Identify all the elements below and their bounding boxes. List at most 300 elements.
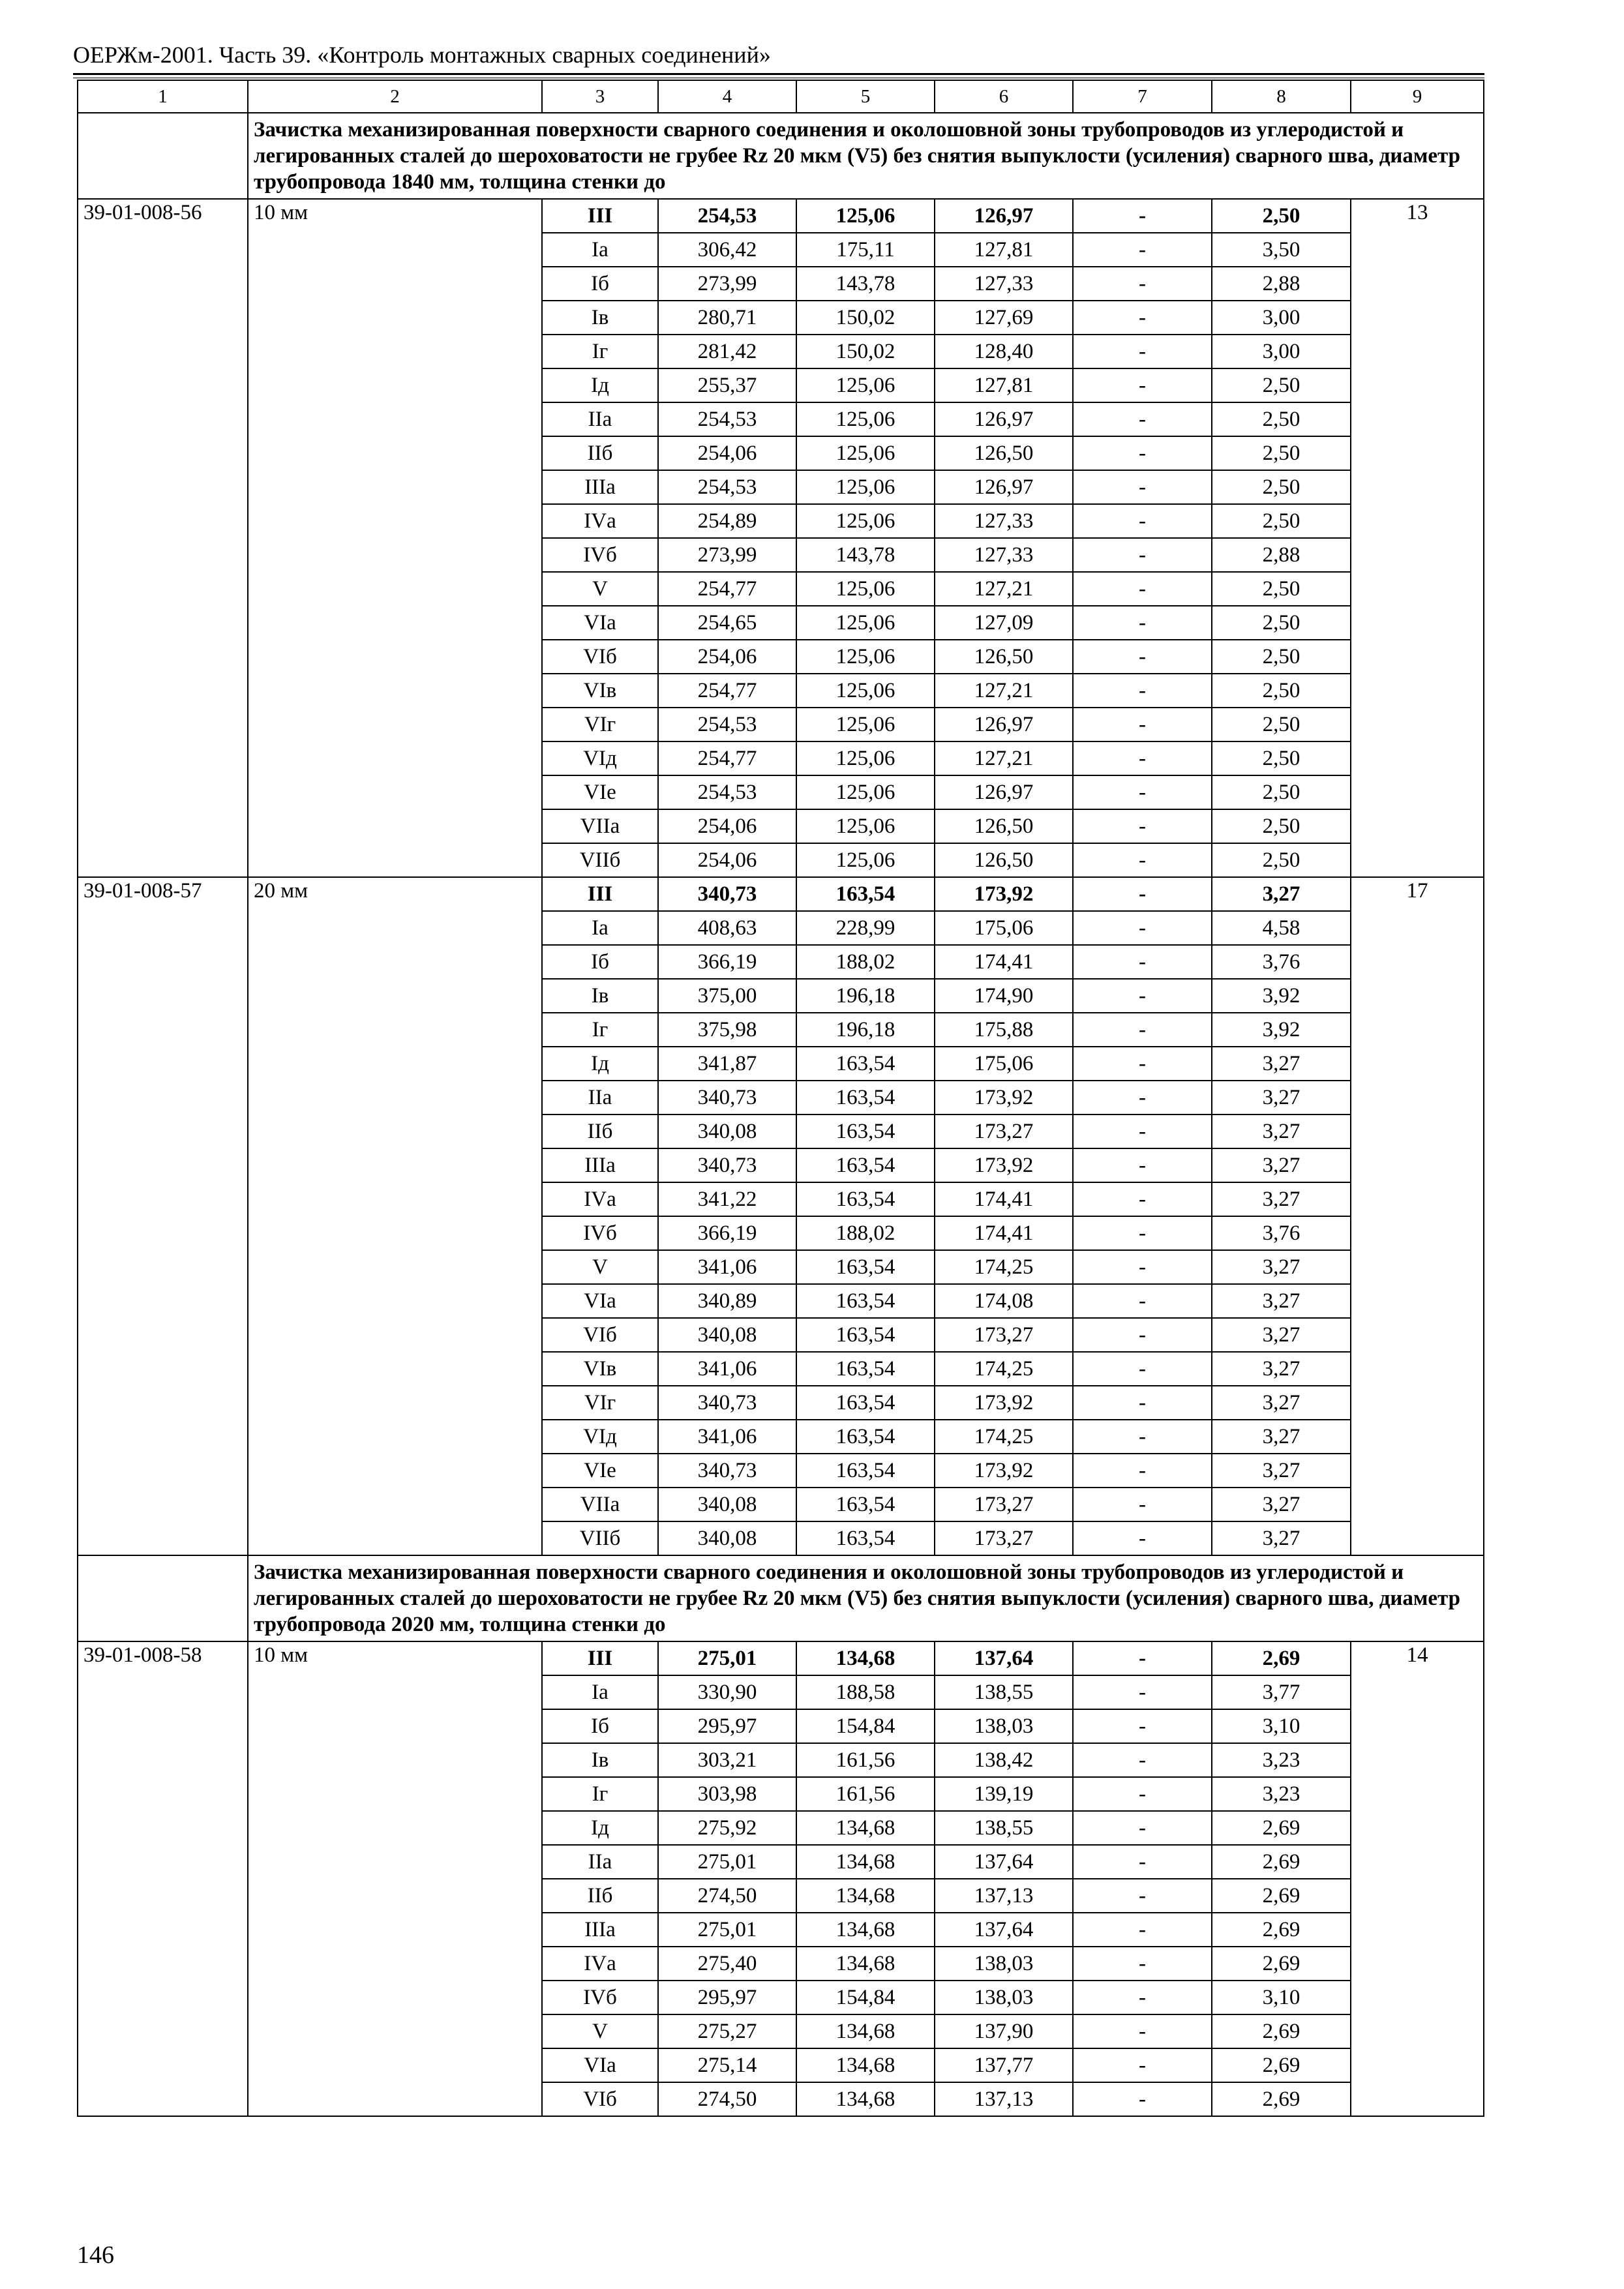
value-col6: 137,13 — [935, 1879, 1073, 1913]
value-col4: 340,08 — [658, 1488, 796, 1521]
value-col8: 2,50 — [1212, 199, 1351, 233]
region-code: III — [542, 877, 658, 911]
value-col7: - — [1073, 1641, 1212, 1675]
value-col7: - — [1073, 1879, 1212, 1913]
value-col7: - — [1073, 606, 1212, 640]
value-col7: - — [1073, 1386, 1212, 1420]
value-col5: 125,06 — [796, 809, 935, 843]
value-col8: 3,23 — [1212, 1743, 1351, 1777]
value-col6: 173,92 — [935, 1454, 1073, 1488]
region-code: V — [542, 572, 658, 606]
value-col6: 127,21 — [935, 572, 1073, 606]
table-body — [78, 80, 1484, 2116]
value-col6: 127,81 — [935, 233, 1073, 267]
page-number: 146 — [77, 2241, 114, 2269]
value-col4: 340,08 — [658, 1115, 796, 1148]
region-code: VIIб — [542, 843, 658, 877]
value-col8: 2,69 — [1212, 1641, 1351, 1675]
value-col8: 3,00 — [1212, 301, 1351, 335]
value-col4: 254,06 — [658, 640, 796, 674]
column-number: 1 — [78, 80, 248, 113]
region-code: IIIа — [542, 470, 658, 504]
value-col8: 2,50 — [1212, 674, 1351, 708]
value-col5: 163,54 — [796, 1488, 935, 1521]
value-col8: 2,50 — [1212, 809, 1351, 843]
value-col8: 2,69 — [1212, 2014, 1351, 2048]
value-col8: 3,27 — [1212, 1318, 1351, 1352]
region-code: VIа — [542, 606, 658, 640]
value-col4: 340,89 — [658, 1284, 796, 1318]
region-code: VIIа — [542, 1488, 658, 1521]
value-col8: 2,69 — [1212, 1947, 1351, 1981]
value-col4: 254,65 — [658, 606, 796, 640]
value-col4: 255,37 — [658, 368, 796, 402]
region-code: IIб — [542, 1115, 658, 1148]
value-col8: 2,50 — [1212, 504, 1351, 538]
region-code: VIIб — [542, 1521, 658, 1555]
value-col6: 126,50 — [935, 436, 1073, 470]
wall-thickness: 10 мм — [248, 199, 542, 877]
value-col5: 154,84 — [796, 1709, 935, 1743]
value-col5: 150,02 — [796, 301, 935, 335]
value-col5: 125,06 — [796, 199, 935, 233]
value-col7: - — [1073, 301, 1212, 335]
value-col6: 127,21 — [935, 674, 1073, 708]
value-col7: - — [1073, 267, 1212, 301]
value-col8: 3,92 — [1212, 979, 1351, 1013]
value-col6: 175,06 — [935, 911, 1073, 945]
value-col7: - — [1073, 1675, 1212, 1709]
value-col5: 134,68 — [796, 1913, 935, 1947]
value-col7: - — [1073, 741, 1212, 775]
value-col8: 3,27 — [1212, 1386, 1351, 1420]
region-code: Iа — [542, 233, 658, 267]
region-code: Iд — [542, 368, 658, 402]
value-col8: 2,50 — [1212, 640, 1351, 674]
value-col8: 3,76 — [1212, 945, 1351, 979]
region-code: Iб — [542, 1709, 658, 1743]
value-col7: - — [1073, 470, 1212, 504]
value-col4: 366,19 — [658, 1216, 796, 1250]
value-col6: 174,90 — [935, 979, 1073, 1013]
value-col6: 137,64 — [935, 1641, 1073, 1675]
value-col6: 127,69 — [935, 301, 1073, 335]
region-code: IVб — [542, 1216, 658, 1250]
value-col8: 2,50 — [1212, 775, 1351, 809]
value-col7: - — [1073, 640, 1212, 674]
value-col7: - — [1073, 402, 1212, 436]
value-col8: 3,76 — [1212, 1216, 1351, 1250]
value-col6: 174,41 — [935, 1182, 1073, 1216]
value-col8: 2,69 — [1212, 1879, 1351, 1913]
value-col7: - — [1073, 1811, 1212, 1845]
value-col5: 163,54 — [796, 1352, 935, 1386]
value-col7: - — [1073, 1777, 1212, 1811]
value-col8: 2,69 — [1212, 1913, 1351, 1947]
value-col8: 3,50 — [1212, 233, 1351, 267]
value-col4: 303,98 — [658, 1777, 796, 1811]
rate-code: 39-01-008-57 — [78, 877, 248, 1555]
region-code: VIг — [542, 1386, 658, 1420]
value-col6: 174,08 — [935, 1284, 1073, 1318]
value-col6: 173,92 — [935, 877, 1073, 911]
column-number: 6 — [935, 80, 1073, 113]
section-header-row — [78, 113, 1484, 199]
region-code: VIв — [542, 674, 658, 708]
region-code: IIа — [542, 402, 658, 436]
column-number: 3 — [542, 80, 658, 113]
value-col6: 173,92 — [935, 1148, 1073, 1182]
value-col7: - — [1073, 945, 1212, 979]
value-col4: 275,92 — [658, 1811, 796, 1845]
region-code: IIIа — [542, 1913, 658, 1947]
table-row — [78, 1641, 1484, 1675]
value-col7: - — [1073, 538, 1212, 572]
value-col7: - — [1073, 1081, 1212, 1115]
value-col5: 163,54 — [796, 1081, 935, 1115]
value-col6: 126,50 — [935, 640, 1073, 674]
value-col5: 196,18 — [796, 979, 935, 1013]
value-col7: - — [1073, 1013, 1212, 1047]
value-col5: 163,54 — [796, 1047, 935, 1081]
value-col4: 340,73 — [658, 877, 796, 911]
value-col5: 228,99 — [796, 911, 935, 945]
value-col6: 139,19 — [935, 1777, 1073, 1811]
region-code: VIIа — [542, 809, 658, 843]
section-header-spacer — [78, 1555, 248, 1641]
value-col8: 2,50 — [1212, 606, 1351, 640]
value-col5: 125,06 — [796, 402, 935, 436]
region-code: VIб — [542, 2082, 658, 2116]
value-col4: 274,50 — [658, 2082, 796, 2116]
value-col7: - — [1073, 911, 1212, 945]
region-code: VIб — [542, 640, 658, 674]
value-col6: 138,42 — [935, 1743, 1073, 1777]
column-number: 5 — [796, 80, 935, 113]
table-row — [78, 877, 1484, 911]
wall-thickness: 10 мм — [248, 1641, 542, 2116]
value-col4: 254,77 — [658, 674, 796, 708]
value-col5: 125,06 — [796, 368, 935, 402]
value-col7: - — [1073, 1743, 1212, 1777]
value-col5: 134,68 — [796, 2082, 935, 2116]
value-col6: 174,25 — [935, 1420, 1073, 1454]
value-col8: 3,00 — [1212, 335, 1351, 368]
value-col4: 254,06 — [658, 436, 796, 470]
value-col4: 275,40 — [658, 1947, 796, 1981]
value-col7: - — [1073, 368, 1212, 402]
region-code: IIIа — [542, 1148, 658, 1182]
value-col5: 163,54 — [796, 1454, 935, 1488]
value-col7: - — [1073, 436, 1212, 470]
value-col6: 173,27 — [935, 1318, 1073, 1352]
value-col4: 306,42 — [658, 233, 796, 267]
value-col8: 2,69 — [1212, 1845, 1351, 1879]
value-col4: 274,50 — [658, 1879, 796, 1913]
value-col7: - — [1073, 1521, 1212, 1555]
value-col4: 281,42 — [658, 335, 796, 368]
value-col8: 2,50 — [1212, 368, 1351, 402]
value-col5: 125,06 — [796, 436, 935, 470]
region-code: Iд — [542, 1047, 658, 1081]
value-col7: - — [1073, 1420, 1212, 1454]
value-col7: - — [1073, 1284, 1212, 1318]
value-col6: 137,64 — [935, 1913, 1073, 1947]
value-col5: 163,54 — [796, 1182, 935, 1216]
value-col4: 341,87 — [658, 1047, 796, 1081]
value-col4: 280,71 — [658, 301, 796, 335]
value-col4: 273,99 — [658, 538, 796, 572]
value-col6: 138,03 — [935, 1709, 1073, 1743]
value-col6: 127,21 — [935, 741, 1073, 775]
value-col8: 3,23 — [1212, 1777, 1351, 1811]
value-col4: 408,63 — [658, 911, 796, 945]
rate-code: 39-01-008-56 — [78, 199, 248, 877]
value-col8: 3,92 — [1212, 1013, 1351, 1047]
value-col8: 2,50 — [1212, 470, 1351, 504]
value-col6: 128,40 — [935, 335, 1073, 368]
value-col8: 3,27 — [1212, 1284, 1351, 1318]
region-code: Iб — [542, 945, 658, 979]
value-col8: 2,88 — [1212, 267, 1351, 301]
column9-value: 13 — [1351, 199, 1484, 877]
value-col8: 3,27 — [1212, 1521, 1351, 1555]
value-col4: 254,89 — [658, 504, 796, 538]
value-col5: 150,02 — [796, 335, 935, 368]
value-col5: 125,06 — [796, 504, 935, 538]
value-col6: 137,13 — [935, 2082, 1073, 2116]
value-col7: - — [1073, 1115, 1212, 1148]
value-col7: - — [1073, 1182, 1212, 1216]
region-code: Iб — [542, 267, 658, 301]
region-code: IIа — [542, 1845, 658, 1879]
value-col4: 254,06 — [658, 843, 796, 877]
value-col8: 3,27 — [1212, 1115, 1351, 1148]
region-code: IIа — [542, 1081, 658, 1115]
value-col5: 125,06 — [796, 708, 935, 741]
value-col5: 188,02 — [796, 1216, 935, 1250]
region-code: VIд — [542, 741, 658, 775]
value-col5: 125,06 — [796, 640, 935, 674]
value-col6: 126,97 — [935, 402, 1073, 436]
region-code: IVа — [542, 504, 658, 538]
value-col6: 175,06 — [935, 1047, 1073, 1081]
value-col8: 2,50 — [1212, 572, 1351, 606]
value-col7: - — [1073, 335, 1212, 368]
value-col6: 173,92 — [935, 1081, 1073, 1115]
region-code: VIа — [542, 1284, 658, 1318]
value-col4: 254,06 — [658, 809, 796, 843]
value-col5: 161,56 — [796, 1777, 935, 1811]
value-col7: - — [1073, 2048, 1212, 2082]
value-col5: 161,56 — [796, 1743, 935, 1777]
value-col4: 254,53 — [658, 708, 796, 741]
region-code: V — [542, 1250, 658, 1284]
region-code: IVб — [542, 1981, 658, 2014]
value-col5: 125,06 — [796, 470, 935, 504]
value-col4: 273,99 — [658, 267, 796, 301]
column-number: 9 — [1351, 80, 1484, 113]
value-col5: 134,68 — [796, 1845, 935, 1879]
column-number: 2 — [248, 80, 542, 113]
value-col7: - — [1073, 2014, 1212, 2048]
value-col7: - — [1073, 708, 1212, 741]
value-col7: - — [1073, 1947, 1212, 1981]
value-col6: 127,81 — [935, 368, 1073, 402]
value-col4: 254,77 — [658, 572, 796, 606]
value-col5: 125,06 — [796, 572, 935, 606]
section-header-text: Зачистка механизированная поверхности сварного соединения и околошовной зоны трубопроводов из углеродистой и легированных сталей до шероховатости не грубее Rz 20 мкм (V5) без снятия выпуклости (усиления) сварного шва, диаметр трубопровода 2020 мм, толщина стенки до — [248, 1555, 1484, 1641]
value-col6: 126,97 — [935, 199, 1073, 233]
region-code: Iв — [542, 979, 658, 1013]
value-col8: 2,50 — [1212, 741, 1351, 775]
value-col4: 340,73 — [658, 1148, 796, 1182]
value-col6: 173,27 — [935, 1115, 1073, 1148]
column9-value: 17 — [1351, 877, 1484, 1555]
header-rule — [73, 73, 1484, 75]
section-header-spacer — [78, 113, 248, 199]
value-col8: 3,27 — [1212, 1488, 1351, 1521]
column9-value: 14 — [1351, 1641, 1484, 2116]
region-code: IVа — [542, 1182, 658, 1216]
value-col7: - — [1073, 775, 1212, 809]
region-code: IVа — [542, 1947, 658, 1981]
region-code: IIб — [542, 1879, 658, 1913]
value-col8: 3,27 — [1212, 877, 1351, 911]
value-col7: - — [1073, 572, 1212, 606]
value-col8: 3,10 — [1212, 1709, 1351, 1743]
value-col7: - — [1073, 843, 1212, 877]
region-code: Iа — [542, 1675, 658, 1709]
value-col8: 3,27 — [1212, 1081, 1351, 1115]
value-col5: 163,54 — [796, 877, 935, 911]
region-code: III — [542, 1641, 658, 1675]
section-header-text: Зачистка механизированная поверхности сварного соединения и околошовной зоны трубопроводов из углеродистой и легированных сталей до шероховатости не грубее Rz 20 мкм (V5) без снятия выпуклости (усиления) сварного шва, диаметр трубопровода 1840 мм, толщина стенки до — [248, 113, 1484, 199]
value-col7: - — [1073, 1047, 1212, 1081]
region-code: Iв — [542, 301, 658, 335]
value-col5: 188,02 — [796, 945, 935, 979]
value-col5: 163,54 — [796, 1521, 935, 1555]
value-col5: 125,06 — [796, 843, 935, 877]
value-col5: 163,54 — [796, 1386, 935, 1420]
value-col4: 340,73 — [658, 1081, 796, 1115]
value-col5: 134,68 — [796, 2048, 935, 2082]
value-col4: 254,53 — [658, 775, 796, 809]
value-col6: 126,97 — [935, 470, 1073, 504]
value-col6: 175,88 — [935, 1013, 1073, 1047]
value-col4: 275,01 — [658, 1845, 796, 1879]
value-col5: 134,68 — [796, 1947, 935, 1981]
value-col4: 275,14 — [658, 2048, 796, 2082]
value-col4: 340,08 — [658, 1521, 796, 1555]
value-col8: 2,69 — [1212, 1811, 1351, 1845]
value-col4: 275,27 — [658, 2014, 796, 2048]
value-col8: 2,50 — [1212, 708, 1351, 741]
value-col4: 303,21 — [658, 1743, 796, 1777]
value-col4: 275,01 — [658, 1641, 796, 1675]
value-col6: 127,33 — [935, 538, 1073, 572]
value-col5: 163,54 — [796, 1250, 935, 1284]
value-col6: 174,25 — [935, 1352, 1073, 1386]
value-col5: 163,54 — [796, 1284, 935, 1318]
value-col6: 174,41 — [935, 1216, 1073, 1250]
rates-table — [77, 80, 1484, 2117]
region-code: VIв — [542, 1352, 658, 1386]
value-col4: 330,90 — [658, 1675, 796, 1709]
region-code: Iг — [542, 1777, 658, 1811]
region-code: IIб — [542, 436, 658, 470]
value-col7: - — [1073, 1488, 1212, 1521]
value-col6: 173,92 — [935, 1386, 1073, 1420]
value-col6: 173,27 — [935, 1521, 1073, 1555]
value-col8: 2,50 — [1212, 843, 1351, 877]
value-col6: 137,77 — [935, 2048, 1073, 2082]
value-col7: - — [1073, 1148, 1212, 1182]
value-col6: 126,50 — [935, 809, 1073, 843]
region-code: VIб — [542, 1318, 658, 1352]
value-col5: 175,11 — [796, 233, 935, 267]
region-code: Iв — [542, 1743, 658, 1777]
value-col6: 127,33 — [935, 267, 1073, 301]
value-col5: 196,18 — [796, 1013, 935, 1047]
value-col8: 2,50 — [1212, 402, 1351, 436]
value-col4: 340,08 — [658, 1318, 796, 1352]
value-col6: 138,55 — [935, 1675, 1073, 1709]
value-col5: 134,68 — [796, 1641, 935, 1675]
value-col6: 126,97 — [935, 775, 1073, 809]
value-col8: 3,27 — [1212, 1047, 1351, 1081]
page-header-title: ОЕРЖм-2001. Часть 39. «Контроль монтажных сварных соединений» — [73, 42, 771, 68]
region-code: VIг — [542, 708, 658, 741]
column-number: 7 — [1073, 80, 1212, 113]
value-col7: - — [1073, 1845, 1212, 1879]
value-col5: 134,68 — [796, 1811, 935, 1845]
value-col4: 295,97 — [658, 1709, 796, 1743]
value-col6: 126,50 — [935, 843, 1073, 877]
value-col7: - — [1073, 1250, 1212, 1284]
value-col7: - — [1073, 233, 1212, 267]
value-col4: 340,73 — [658, 1454, 796, 1488]
region-code: IVб — [542, 538, 658, 572]
column-number-row — [78, 80, 1484, 113]
value-col5: 143,78 — [796, 538, 935, 572]
value-col7: - — [1073, 1216, 1212, 1250]
value-col7: - — [1073, 674, 1212, 708]
value-col7: - — [1073, 1913, 1212, 1947]
value-col4: 375,98 — [658, 1013, 796, 1047]
region-code: V — [542, 2014, 658, 2048]
value-col6: 137,90 — [935, 2014, 1073, 2048]
region-code: VIд — [542, 1420, 658, 1454]
column-number: 8 — [1212, 80, 1351, 113]
value-col8: 3,10 — [1212, 1981, 1351, 2014]
wall-thickness: 20 мм — [248, 877, 542, 1555]
value-col6: 127,33 — [935, 504, 1073, 538]
value-col5: 143,78 — [796, 267, 935, 301]
value-col7: - — [1073, 809, 1212, 843]
rate-code: 39-01-008-58 — [78, 1641, 248, 2116]
value-col7: - — [1073, 1318, 1212, 1352]
value-col8: 3,27 — [1212, 1420, 1351, 1454]
region-code: Iг — [542, 335, 658, 368]
value-col6: 138,55 — [935, 1811, 1073, 1845]
region-code: VIа — [542, 2048, 658, 2082]
value-col7: - — [1073, 1352, 1212, 1386]
value-col5: 188,58 — [796, 1675, 935, 1709]
value-col6: 138,03 — [935, 1947, 1073, 1981]
value-col5: 163,54 — [796, 1420, 935, 1454]
value-col7: - — [1073, 2082, 1212, 2116]
